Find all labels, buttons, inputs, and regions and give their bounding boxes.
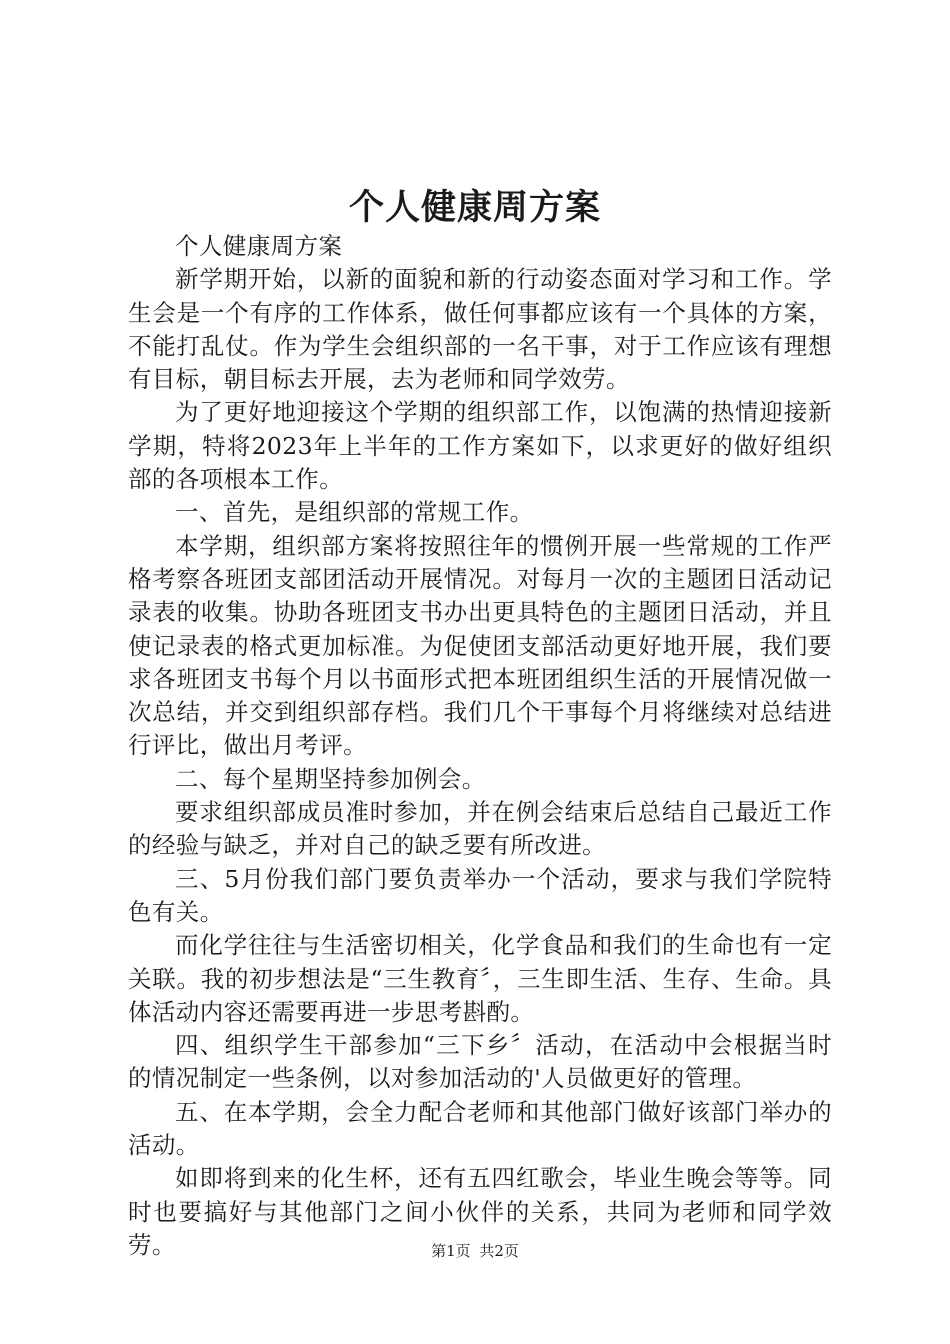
paragraph-purpose: 为了更好地迎接这个学期的组织部工作，以饱满的热情迎接新学期，特将2023年上半年的工作方案如下，以求更好的做好组织部的各项根本工作。: [128, 398, 832, 494]
section-heading-1: 一、首先，是组织部的常规工作。: [175, 498, 534, 527]
paragraph-section-5: 如即将到来的化生杯，还有五四红歌会，毕业生晚会等等。同时也要搞好与其他部门之间小伙伴的关系，共同为老师和同学效劳。: [128, 1164, 832, 1259]
section-heading-4: 四、组织学生干部参加“三下乡〞活动，在活动中会根据当时的情况制定一些条例，以对参加活动的'人员做更好的管理。: [128, 1031, 832, 1093]
paragraph-subtitle: 个人健康周方案: [175, 232, 343, 260]
page-footer: [0, 1240, 950, 1262]
paragraph-section-3: 而化学往往与生活密切相关，化学食品和我们的生命也有一定关联。我的初步想法是“三生教育〞，三生即生活、生存、生命。具体活动内容还需要再进一步思考斟酌。: [128, 931, 832, 1026]
section-heading-3: 三、5月份我们部门要负责举办一个活动，要求与我们学院特色有关。: [128, 864, 832, 926]
paragraph-intro: 新学期开始，以新的面貌和新的行动姿态面对学习和工作。学生会是一个有序的工作体系，做任何事都应该有一个具体的方案，不能打乱仗。作为学生会组织部的一名干事，对于工作应该有理想有目标，朝目标去开展，去为老师和同学效劳。: [128, 265, 832, 394]
section-heading-2: 二、每个星期坚持参加例会。: [175, 764, 486, 793]
section-heading-5: 五、在本学期，会全力配合老师和其他部门做好该部门举办的活动。: [128, 1097, 832, 1160]
page-total: 共2页: [479, 1242, 519, 1260]
document-body: [128, 230, 832, 1262]
page-number: 第1页: [431, 1242, 471, 1260]
paragraph-section-2: 要求组织部成员准时参加，并在例会结束后总结自己最近工作的经验与缺乏，并对自己的缺乏要有所改进。: [128, 798, 832, 860]
paragraph-section-1: 本学期，组织部方案将按照往年的惯例开展一些常规的工作严格考察各班团支部团活动开展情况。对每月一次的主题团日活动记录表的收集。协助各班团支书办出更具特色的主题团日活动，并且使记录表的格式更加标准。为促使团支部活动更好地开展，我们要求各班团支书每个月以书面形式把本班团组织生活的开展情况做一次总结，并交到组织部存档。我们几个干事每个月将继续对总结进行评比，做出月考评。: [128, 531, 832, 760]
document-title: 个人健康周方案: [348, 187, 601, 228]
